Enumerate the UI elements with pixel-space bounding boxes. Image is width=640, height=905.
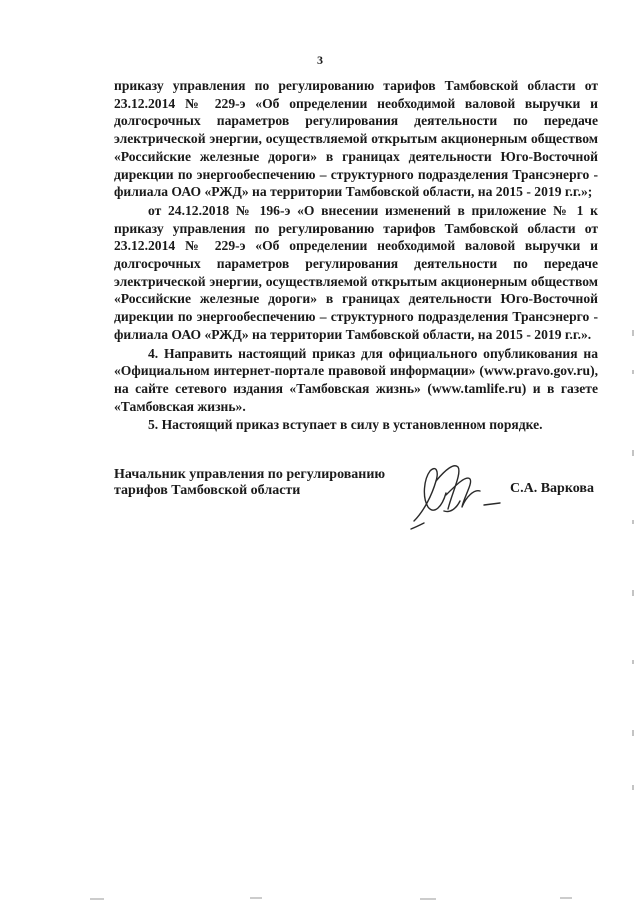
page-number: 3 — [317, 53, 323, 67]
signatory-title-line-1: Начальник управления по регулированию — [114, 467, 386, 482]
paragraph-order-196: от 24.12.2018 № 196-э «О внесении изменений в приложение № 1 к приказу управления по регулированию тарифов Тамбовской области от 23.12.2014 № 229-э «Об определении необходимой валовой выручки и долгосрочных параметров регулирования деятельности по передаче электрической энергии, осуществляемой открытым акционерным обществом «Российские железные дороги» в границах деятельности Юго-Восточной дирекции по энергообеспечению – структурного подразделения Трансэнерго - филиала ОАО «РЖД» на территории Тамбовской области, на 2015 - 2019 г.г.». — [114, 202, 598, 342]
handwritten-signature — [406, 451, 504, 533]
scan-edge-marks — [630, 330, 636, 800]
signatory-name: С.А. Варкова — [510, 481, 594, 496]
signatory-title — [114, 467, 385, 499]
signatory-title-line-2: тарифов Тамбовской области — [114, 483, 301, 498]
document-body — [114, 77, 598, 434]
paragraph-item-5: 5. Настоящий приказ вступает в силу в установленном порядке. — [148, 417, 543, 433]
paragraph-order-229: приказу управления по регулированию тарифов Тамбовской области от 23.12.2014 № 229-э «Об определении необходимой валовой выручки и долгосрочных параметров регулирования деятельности по передаче электрической энергии, осуществляемой открытым акционерным обществом «Российские железные дороги» в границах деятельности Юго-Восточной дирекции по энергообеспечению – структурного подразделения Трансэнерго - филиала ОАО «РЖД» на территории Тамбовской области, на 2015 - 2019 г.г.»; — [114, 78, 598, 200]
paragraph-item-4: 4. Направить настоящий приказ для официального опубликования на «Официальном интернет-портале правовой информации» (www.pravo.gov.ru), на сайте сетевого издания «Тамбовская жизнь» (www.tamlife.ru) и в газете «Тамбовская жизнь». — [114, 345, 598, 414]
scan-bottom-marks — [0, 893, 640, 903]
signature-block — [114, 467, 604, 537]
